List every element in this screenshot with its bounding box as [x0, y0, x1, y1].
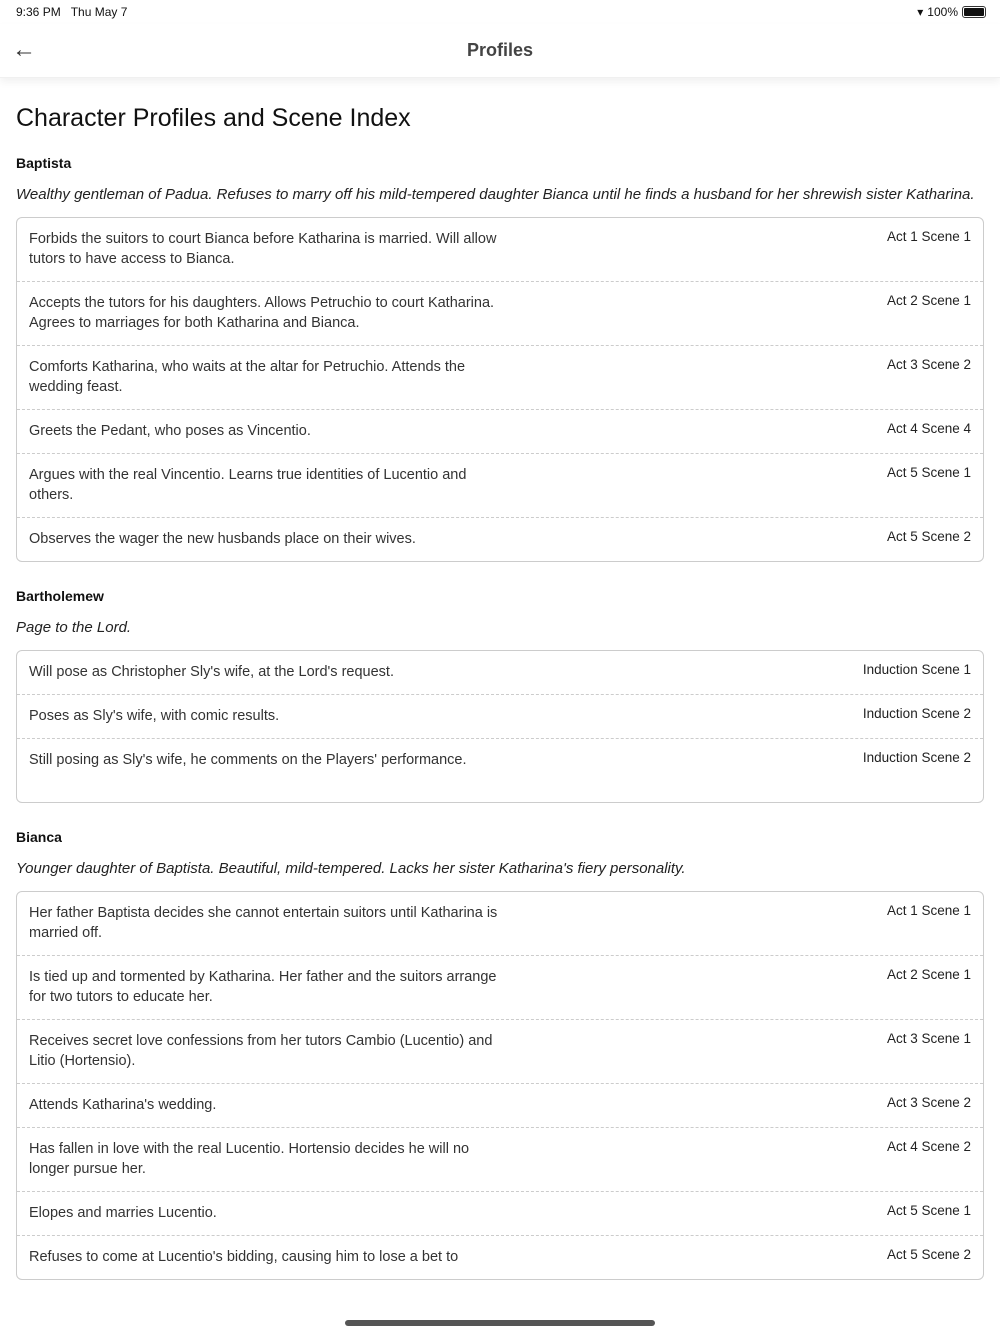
character-description: Wealthy gentleman of Padua. Refuses to marry off his mild-tempered daughter Bianca until he finds a husband for her shrewish sister Katharina. — [16, 186, 975, 203]
scene-summary: Refuses to come at Lucentio's bidding, causing him to lose a bet to — [29, 1249, 459, 1265]
character-description: Younger daughter of Baptista. Beautiful, mild-tempered. Lacks her sister Katharina's fiery personality. — [16, 860, 686, 877]
character-section — [16, 588, 984, 803]
scene-list — [16, 217, 984, 562]
wifi-icon: ▾ — [917, 5, 924, 19]
scene-label[interactable]: Act 1 Scene 1 — [886, 229, 971, 244]
nav-bar — [0, 24, 1000, 78]
scene-row[interactable] — [17, 218, 983, 282]
scene-summary: Attends Katharina's wedding. — [29, 1097, 217, 1113]
scene-label[interactable]: Act 2 Scene 1 — [886, 967, 971, 982]
scene-label[interactable]: Act 2 Scene 1 — [886, 293, 971, 308]
scene-summary: Still posing as Sly's wife, he comments on the Players' performance. — [29, 752, 467, 768]
content[interactable] — [0, 104, 1000, 1280]
character-section — [16, 155, 984, 562]
battery-percent: 100% — [927, 5, 958, 19]
character-description: Page to the Lord. — [16, 619, 132, 636]
scene-summary: Her father Baptista decides she cannot entertain suitors until Katharina is married off. — [29, 905, 498, 941]
scene-row[interactable] — [17, 282, 983, 346]
scene-row[interactable] — [17, 1020, 983, 1084]
scene-summary: Elopes and marries Lucentio. — [29, 1205, 217, 1221]
scene-label[interactable]: Act 3 Scene 2 — [886, 1095, 971, 1110]
scene-list — [16, 891, 984, 1280]
scene-row[interactable] — [17, 518, 983, 561]
scene-label[interactable]: Act 5 Scene 1 — [886, 465, 971, 480]
scene-label[interactable]: Act 3 Scene 1 — [886, 1031, 971, 1046]
scene-list — [16, 650, 984, 803]
scene-summary: Forbids the suitors to court Bianca before Katharina is married. Will allow tutors to have access to Bianca. — [29, 231, 497, 267]
character-name: Baptista — [16, 155, 72, 171]
status-time: 9:36 PM — [16, 5, 61, 19]
scene-row[interactable] — [17, 651, 983, 695]
status-date: Thu May 7 — [70, 5, 128, 19]
scene-row[interactable] — [17, 1236, 983, 1279]
scene-label[interactable]: Act 5 Scene 2 — [886, 529, 971, 544]
scene-summary: Is tied up and tormented by Katharina. Her father and the suitors arrange for two tutors to educate her. — [29, 969, 497, 1005]
scene-summary: Receives secret love confessions from her tutors Cambio (Lucentio) and Litio (Hortensio). — [29, 1033, 493, 1069]
scene-label[interactable]: Induction Scene 2 — [862, 750, 971, 765]
page-title: Character Profiles and Scene Index — [16, 104, 411, 132]
scene-row[interactable] — [17, 454, 983, 518]
scene-row[interactable] — [17, 695, 983, 739]
scene-label[interactable]: Act 3 Scene 2 — [886, 357, 971, 372]
scene-row[interactable] — [17, 739, 983, 782]
home-indicator — [345, 1320, 655, 1326]
scene-label[interactable]: Act 5 Scene 1 — [886, 1203, 971, 1218]
scene-label[interactable]: Act 5 Scene 2 — [886, 1247, 971, 1262]
scene-row[interactable] — [17, 1128, 983, 1192]
status-bar — [0, 0, 1000, 24]
nav-title: Profiles — [466, 40, 534, 60]
scene-summary: Will pose as Christopher Sly's wife, at the Lord's request. — [29, 664, 394, 680]
scene-summary: Has fallen in love with the real Lucentio. Hortensio decides he will no longer pursue her. — [29, 1141, 470, 1177]
scene-summary: Comforts Katharina, who waits at the altar for Petruchio. Attends the wedding feast. — [29, 359, 466, 395]
battery-icon — [962, 6, 986, 18]
scene-row[interactable] — [17, 1192, 983, 1236]
character-name: Bianca — [16, 829, 62, 845]
scene-label[interactable]: Act 4 Scene 4 — [886, 421, 971, 436]
back-arrow-icon[interactable]: ← — [12, 36, 36, 63]
character-section — [16, 829, 984, 1280]
scene-row[interactable] — [17, 956, 983, 1020]
scene-label[interactable]: Induction Scene 2 — [862, 706, 971, 721]
scene-summary: Poses as Sly's wife, with comic results. — [29, 708, 280, 724]
scene-label[interactable]: Act 1 Scene 1 — [886, 903, 971, 918]
scene-label[interactable]: Act 4 Scene 2 — [886, 1139, 971, 1154]
scene-row[interactable] — [17, 892, 983, 956]
scene-summary: Greets the Pedant, who poses as Vincentio. — [29, 423, 311, 439]
scene-summary: Accepts the tutors for his daughters. Allows Petruchio to court Katharina. Agrees to marriages for both Katharina and Bianca. — [29, 295, 495, 331]
scene-row[interactable] — [17, 410, 983, 454]
scene-row[interactable] — [17, 346, 983, 410]
character-name: Bartholemew — [16, 588, 104, 604]
scene-summary: Observes the wager the new husbands place on their wives. — [29, 531, 416, 547]
scene-row[interactable] — [17, 1084, 983, 1128]
scene-summary: Argues with the real Vincentio. Learns true identities of Lucentio and others. — [29, 467, 467, 503]
scene-label[interactable]: Induction Scene 1 — [862, 662, 971, 677]
